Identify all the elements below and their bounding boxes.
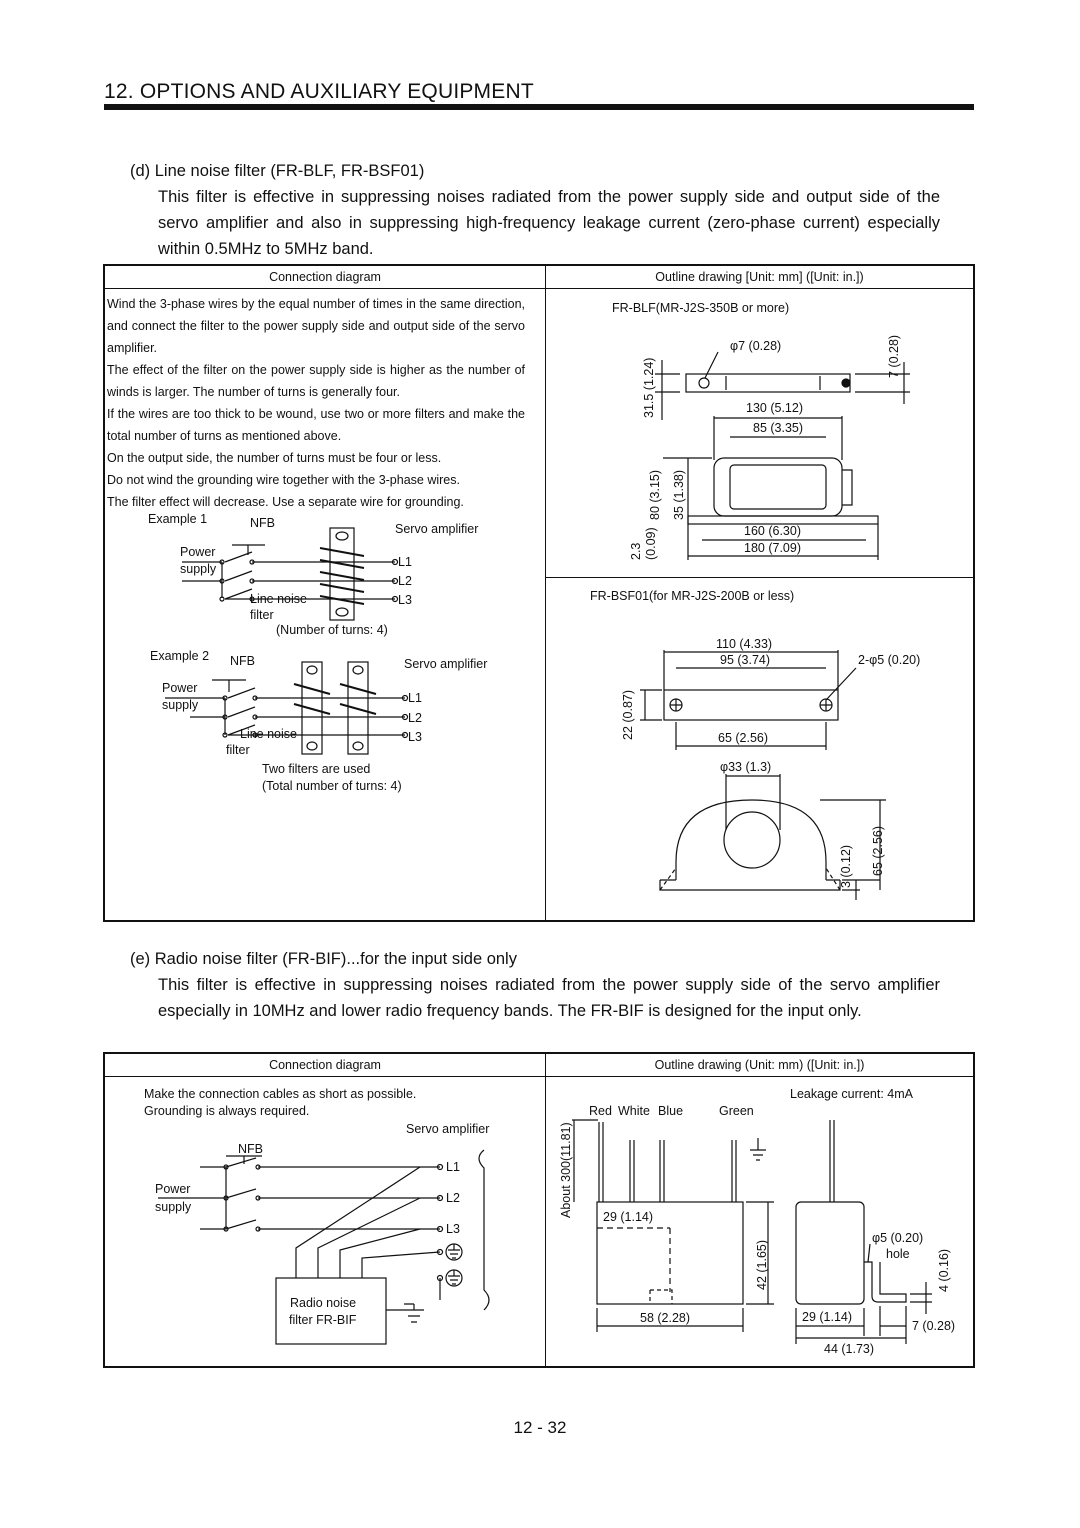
blf-d-80: 80 (3.15)	[648, 469, 662, 520]
example1-l2: L2	[398, 574, 412, 588]
blf-d-phi7: φ7 (0.28)	[730, 339, 782, 353]
chapter-title: 12. OPTIONS AND AUXILIARY EQUIPMENT	[104, 80, 534, 103]
bif-leakage: Leakage current: 4mA	[790, 1087, 913, 1101]
bif-red: Red	[589, 1104, 612, 1118]
section-d-title: (d) Line noise filter (FR-BLF, FR-BSF01)	[130, 162, 425, 180]
blf-d-35: 35 (1.38)	[672, 469, 686, 520]
note-2: The effect of the filter on the power supply side is higher as the number of winds is larger. The number of turns is generally four.	[107, 363, 525, 399]
example2-l1: L1	[408, 691, 422, 705]
note-4: On the output side, the number of turns must be four or less.	[107, 451, 442, 465]
example2-l2: L2	[408, 711, 422, 725]
blf-d-315: 31.5 (1.24)	[642, 357, 656, 418]
blf-d-7: 7 (0.28)	[887, 334, 901, 378]
blf-title: FR-BLF(MR-J2S-350B or more)	[612, 301, 790, 315]
bsf-d-phi33: φ33 (1.3)	[720, 760, 772, 774]
bif-d-58: 58 (2.28)	[640, 1311, 691, 1325]
bif-supply: supply	[155, 1200, 192, 1214]
bif-d-44: 44 (1.73)	[824, 1342, 875, 1356]
bif-outline-header: Outline drawing (Unit: mm) ([Unit: in.])	[654, 1058, 865, 1072]
blf-d-160: 160 (6.30)	[744, 524, 801, 538]
bif-d-about300: About 300(11.81)	[559, 1122, 573, 1218]
example2-supply: supply	[162, 698, 199, 712]
example2-filter2: filter	[226, 743, 250, 757]
bsf-d-95: 95 (3.74)	[720, 653, 771, 667]
example1-servo: Servo amplifier	[395, 522, 479, 536]
blf-d-130: 130 (5.12)	[746, 401, 803, 415]
example2-servo: Servo amplifier	[404, 657, 488, 671]
example1-power: Power	[180, 545, 216, 559]
bif-d-4: 4 (0.16)	[937, 1248, 951, 1292]
bif-hole: hole	[886, 1247, 910, 1261]
bif-servo: Servo amplifier	[406, 1122, 490, 1136]
bsf-d-2phi5: 2-φ5 (0.20)	[858, 653, 921, 667]
bif-nfb: NFB	[238, 1142, 263, 1156]
example1-supply: supply	[180, 562, 217, 576]
bif-connection-diagram	[144, 1087, 489, 1344]
bif-filter2: filter FR-BIF	[289, 1313, 357, 1327]
page-number: 12 - 32	[513, 1418, 567, 1437]
bif-d-29b: 29 (1.14)	[802, 1310, 853, 1324]
note-6: The filter effect will decrease. Use a separate wire for grounding.	[107, 495, 464, 509]
bif-d-42: 42 (1.65)	[755, 1239, 769, 1290]
example1-filter1: Line noise	[250, 592, 307, 606]
blf-d-85: 85 (3.35)	[753, 421, 804, 435]
bif-note2: Grounding is always required.	[144, 1104, 310, 1118]
bsf-d-22: 22 (0.87)	[621, 689, 635, 740]
bif-white: White	[618, 1104, 650, 1118]
example2-label: Example 2	[150, 649, 210, 663]
note-5: Do not wind the grounding wire together with the 3-phase wires.	[107, 473, 460, 487]
blf-d-009: (0.09)	[644, 527, 658, 560]
note-3: If the wires are too thick to be wound, use two or more filters and make the total number of turns as mentioned above.	[107, 407, 525, 443]
example1-nfb: NFB	[250, 516, 275, 530]
blf-d-180: 180 (7.09)	[744, 541, 801, 555]
bif-d-phi5: φ5 (0.20)	[872, 1231, 924, 1245]
section-d-body: This filter is effective in suppressing noises radiated from the power supply side and output side of the servo amplifier and also in suppressing high-frequency leakage current (zero-phase current) especially within 0.5MHz to 5MHz band.	[158, 188, 940, 258]
connection-diagram-header: Connection diagram	[269, 270, 381, 284]
bsf-d-65h: 65 (2.56)	[871, 825, 885, 876]
example2-note1: Two filters are used	[262, 762, 371, 776]
bif-blue: Blue	[658, 1104, 684, 1118]
bsf-d-110: 110 (4.33)	[716, 637, 773, 651]
bif-connection-header: Connection diagram	[269, 1058, 381, 1072]
bsf-d-65w: 65 (2.56)	[718, 731, 769, 745]
bif-outline-drawing	[559, 1087, 955, 1356]
bif-note1: Make the connection cables as short as possible.	[144, 1087, 417, 1101]
example1-l3: L3	[398, 593, 412, 607]
bif-filter1: Radio noise	[290, 1296, 357, 1310]
note-1: Wind the 3-phase wires by the equal number of times in the same direction, and connect the filter to the power supply side and output side of the servo amplifier.	[107, 297, 525, 355]
bif-power: Power	[155, 1182, 191, 1196]
example2-nfb: NFB	[230, 654, 255, 668]
example1-note: (Number of turns: 4)	[276, 623, 388, 637]
blf-d-23: 2.3	[629, 542, 643, 560]
section-e-body: This filter is effective in suppressing noises radiated from the power supply side of the servo amplifier especially in 10MHz and lower radio frequency bands. The FR-BIF is designed for the input only.	[158, 976, 940, 1020]
example1-label: Example 1	[148, 512, 208, 526]
example2-l3: L3	[408, 730, 422, 744]
example1-filter2: filter	[250, 608, 274, 622]
example2-note2: (Total number of turns: 4)	[262, 779, 402, 793]
bif-d-7: 7 (0.28)	[912, 1319, 956, 1333]
example1-l1: L1	[398, 555, 412, 569]
section-e-title: (e) Radio noise filter (FR-BIF)...for the input side only	[130, 950, 517, 968]
bsf-title: FR-BSF01(for MR-J2S-200B or less)	[590, 589, 795, 603]
bsf-d-3: 3 (0.12)	[839, 844, 853, 888]
bif-d-29a: 29 (1.14)	[603, 1210, 654, 1224]
bif-green: Green	[719, 1104, 754, 1118]
example2-power: Power	[162, 681, 198, 695]
example2-filter1: Line noise	[240, 727, 297, 741]
bif-l2: L2	[446, 1191, 460, 1205]
outline-drawing-header: Outline drawing [Unit: mm] ([Unit: in.])	[655, 270, 864, 284]
bif-l3: L3	[446, 1222, 460, 1236]
bif-l1: L1	[446, 1160, 460, 1174]
